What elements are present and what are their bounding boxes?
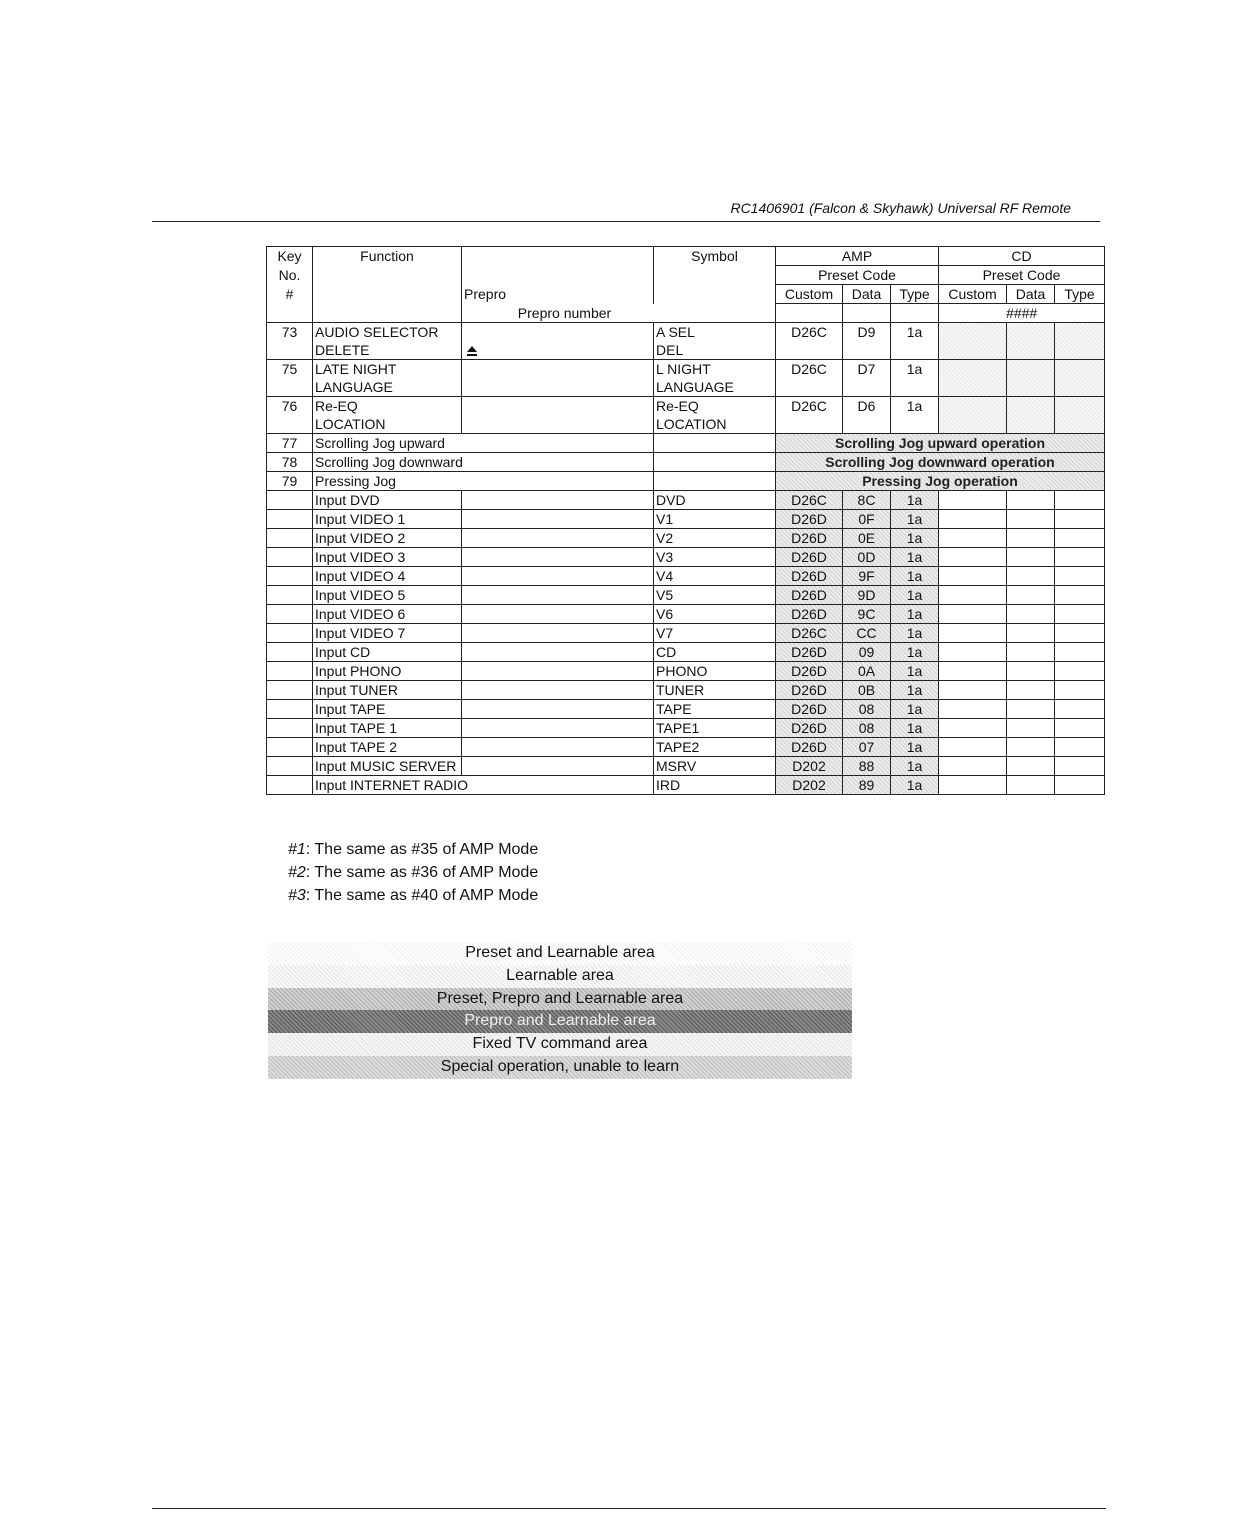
amp-custom: D26D [776,548,843,567]
amp-type: 1a [891,491,939,510]
amp-type: 1a [891,605,939,624]
table-row [267,719,1105,738]
amp-custom: D26C [776,323,843,360]
function-label: Input VIDEO 4 [313,567,462,586]
function-label: Input VIDEO 2 [313,529,462,548]
amp-data: 0E [843,529,891,548]
function-label: Input DVD [313,491,462,510]
symbol-label: Re-EQ [654,397,776,416]
table-row [267,605,1105,624]
amp-type: 1a [891,643,939,662]
amp-data: 08 [843,719,891,738]
function-label: Scrolling Jog downward [313,453,654,472]
symbol-label: L NIGHT [654,360,776,379]
amp-type: 1a [891,567,939,586]
function-label: Input TAPE 2 [313,738,462,757]
symbol-label: V1 [654,510,776,529]
amp-custom: D26D [776,643,843,662]
key-number: 79 [267,472,313,491]
key-header: Key [267,247,313,266]
table-row [267,510,1105,529]
table-row [267,586,1105,605]
amp-data: 9F [843,567,891,586]
amp-custom: D26D [776,567,843,586]
symbol-label: LANGUAGE [654,378,776,397]
amp-type: 1a [891,700,939,719]
amp-custom: D202 [776,776,843,795]
function-label: Re-EQ [313,397,462,416]
amp-data: 0A [843,662,891,681]
amp-type: 1a [891,776,939,795]
amp-type: 1a [891,662,939,681]
amp-data: 0B [843,681,891,700]
table-row [267,681,1105,700]
cd-data-header: Data [1007,285,1055,304]
table-row [267,529,1105,548]
amp-custom: D26D [776,510,843,529]
amp-data-header: Data [843,285,891,304]
function-label: Input MUSIC SERVER [313,757,462,776]
legend-item: Learnable area [268,965,852,988]
prepro-header: Prepro [462,285,654,304]
function-label: Input VIDEO 5 [313,586,462,605]
amp-type: 1a [891,586,939,605]
symbol-label: MSRV [654,757,776,776]
amp-type: 1a [891,624,939,643]
symbol-label: A SEL [654,323,776,342]
amp-type: 1a [891,529,939,548]
key-number: 78 [267,453,313,472]
symbol-label: TAPE2 [654,738,776,757]
amp-custom: D26D [776,662,843,681]
function-label: Input PHONO [313,662,462,681]
cd-custom-header: Custom [939,285,1007,304]
function-label: Input VIDEO 1 [313,510,462,529]
amp-data: CC [843,624,891,643]
symbol-label: TUNER [654,681,776,700]
amp-custom: D26D [776,719,843,738]
amp-type: 1a [891,738,939,757]
symbol-label: V2 [654,529,776,548]
cd-hash-marker: #### [939,304,1105,323]
legend-item: Prepro and Learnable area [268,1010,852,1033]
table-row [267,323,1105,342]
amp-type: 1a [891,681,939,700]
table-row [267,548,1105,567]
table-row [267,738,1105,757]
key-number: 76 [267,397,313,434]
symbol-label: CD [654,643,776,662]
footnote: #2: The same as #36 of AMP Mode [288,864,539,881]
amp-custom: D26D [776,605,843,624]
amp-type: 1a [891,323,939,360]
amp-type: 1a [891,757,939,776]
key-number: 73 [267,323,313,360]
amp-data: 9C [843,605,891,624]
function-label: Input INTERNET RADIO [313,776,654,795]
header-row [267,247,1105,266]
table-row [267,776,1105,795]
table-row [267,434,1105,453]
function-label: Input VIDEO 6 [313,605,462,624]
footer-rule [152,1508,1106,1509]
function-label: Input VIDEO 3 [313,548,462,567]
function-label: Scrolling Jog upward [313,434,654,453]
legend-item: Special operation, unable to learn [268,1056,852,1079]
function-header: Function [313,247,462,266]
amp-custom: D26D [776,738,843,757]
legend-item: Preset and Learnable area [268,942,852,965]
symbol-label: V5 [654,586,776,605]
amp-custom: D26D [776,700,843,719]
shading-legend [268,942,852,1079]
eject-icon [466,345,478,357]
table-row [267,491,1105,510]
table-row [267,567,1105,586]
function-label: LATE NIGHT [313,360,462,379]
amp-data: D7 [843,360,891,397]
symbol-label: TAPE [654,700,776,719]
table-row [267,453,1105,472]
amp-custom-header: Custom [776,285,843,304]
header-rule [152,221,1100,222]
amp-data: 9D [843,586,891,605]
symbol-label: DVD [654,491,776,510]
table-row [267,700,1105,719]
symbol-label: IRD [654,776,776,795]
remote-code-table: Key Function Symbol AMP CD No. Preset Code Preset Code # Prepro Custom Data Type Custom Data Type Prepro number #### 73 AUDIO SELECTOR A SEL D26C D9 1a DELETE DEL 75 LATE NIGHT L NIGHT D26C D7 1a LANGUAGE LANGUAGE 76 Re-EQ Re-EQ D26C D6 1a LOCATION LOCATION 77 Scrolling Jog upward Scrolling Jog upward operation 78 Scrolling Jog downward Scrolling Jog downward operation 79 Pressing Jog Pressing Jog operation Input DVD DVD D26C 8C 1a Input VIDEO 1 V1 D26D 0F 1a Input VIDEO 2 V2 D26D 0E 1a Input VIDEO 3 V3 D26D 0D 1a Input VIDEO 4 V4 D26D 9F 1a Input VIDEO 5 V5 D26D 9D 1a Input VIDEO 6 V6 D26D 9C 1a Input VIDEO 7 V7 D26C CC 1a Input CD CD D26D 09 1a Input PHONO PHONO D26D 0A 1a Input TUNER TUNER D26D 0B 1a Input TAPE TAPE D26D 08 1a Input TAPE 1 TAPE1 D26D 08 1a Input TAPE 2 TAPE2 D26D 07 1a Input MUSIC SERVER MSRV D202 88 1a Input INTERNET RADIO IRD D202 89 1a [266,246,1105,795]
symbol-label: LOCATION [654,415,776,434]
key-number: 75 [267,360,313,397]
function-label: Input VIDEO 7 [313,624,462,643]
symbol-label: V7 [654,624,776,643]
footnote: #1: The same as #35 of AMP Mode [288,841,539,858]
amp-custom: D26D [776,586,843,605]
cd-header: CD [939,247,1105,266]
table-row [267,360,1105,379]
amp-data: 88 [843,757,891,776]
footnotes [288,838,538,907]
cd-type-header: Type [1055,285,1105,304]
amp-data: 09 [843,643,891,662]
table-row [267,643,1105,662]
amp-data: 07 [843,738,891,757]
amp-custom: D26C [776,360,843,397]
symbol-label: TAPE1 [654,719,776,738]
amp-type: 1a [891,510,939,529]
legend-item: Fixed TV command area [268,1033,852,1056]
amp-custom: D26C [776,397,843,434]
amp-type-header: Type [891,285,939,304]
symbol-label: V6 [654,605,776,624]
function-label: LOCATION [313,415,462,434]
symbol-label: DEL [654,341,776,360]
amp-preset-code-header: Preset Code [776,266,939,285]
table-row [267,397,1105,416]
amp-data: 89 [843,776,891,795]
footnote: #3: The same as #40 of AMP Mode [288,887,539,904]
function-label: Input CD [313,643,462,662]
amp-custom: D26D [776,681,843,700]
table-row [267,757,1105,776]
table-row [267,624,1105,643]
amp-data: D6 [843,397,891,434]
amp-custom: D26C [776,491,843,510]
amp-data: 8C [843,491,891,510]
symbol-header: Symbol [654,247,776,266]
amp-custom: D26D [776,529,843,548]
function-label: AUDIO SELECTOR [313,323,462,342]
function-label: Input TAPE 1 [313,719,462,738]
special-operation: Scrolling Jog downward operation [776,453,1105,472]
amp-data: 0D [843,548,891,567]
amp-data: 0F [843,510,891,529]
amp-type: 1a [891,397,939,434]
legend-item: Preset, Prepro and Learnable area [268,988,852,1011]
function-label: Pressing Jog [313,472,654,491]
table-row [267,662,1105,681]
amp-type: 1a [891,548,939,567]
function-label: Input TAPE [313,700,462,719]
function-label: LANGUAGE [313,378,462,397]
amp-data: 08 [843,700,891,719]
key-number: 77 [267,434,313,453]
amp-custom: D202 [776,757,843,776]
amp-custom: D26C [776,624,843,643]
amp-data: D9 [843,323,891,360]
symbol-label: V4 [654,567,776,586]
symbol-label: PHONO [654,662,776,681]
cd-preset-code-header: Preset Code [939,266,1105,285]
function-label: Input TUNER [313,681,462,700]
amp-type: 1a [891,719,939,738]
function-label: DELETE [313,341,462,360]
document-header-title: RC1406901 (Falcon & Skyhawk) Universal RF Remote [730,200,1071,216]
amp-type: 1a [891,360,939,397]
special-operation: Pressing Jog operation [776,472,1105,491]
amp-header: AMP [776,247,939,266]
special-operation: Scrolling Jog upward operation [776,434,1105,453]
table-row [267,472,1105,491]
prepro-number-header: Prepro number [462,304,776,323]
symbol-label: V3 [654,548,776,567]
